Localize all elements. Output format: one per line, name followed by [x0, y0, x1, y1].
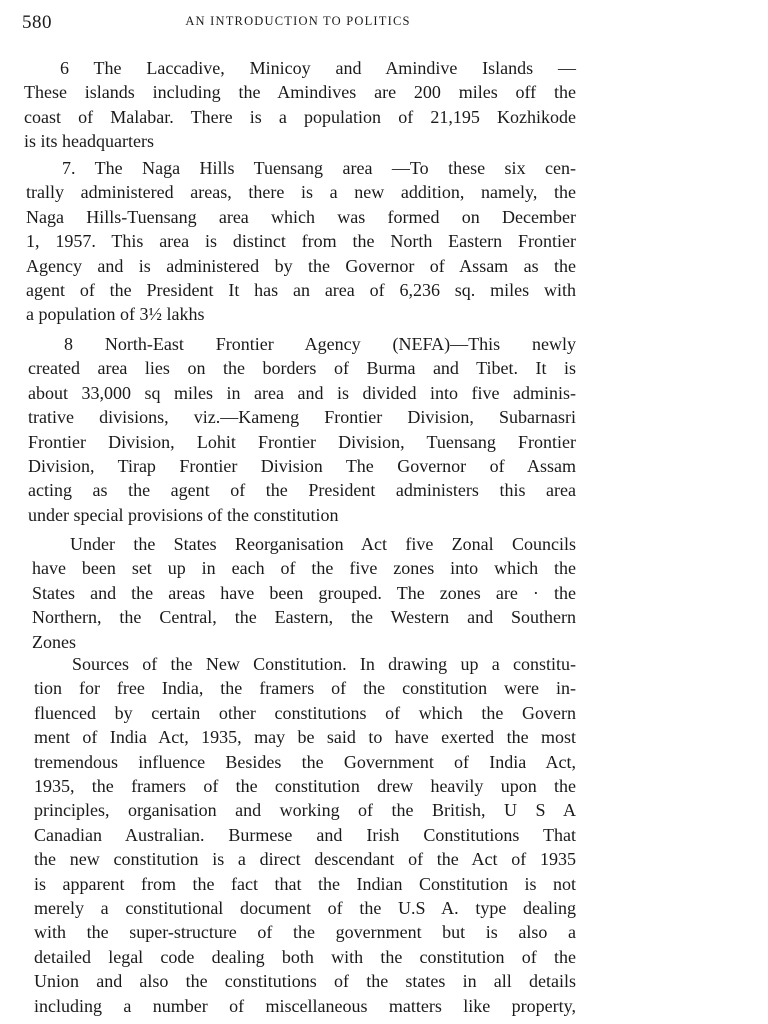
text-line: Frontier Division, Lohit Frontier Division, Tuensang Frontier: [28, 431, 576, 452]
paragraph-sources: [34, 652, 576, 1018]
paragraph-zonal-councils: [32, 532, 576, 654]
text-line: fluenced by certain other constitutions of which the Govern: [34, 702, 576, 723]
text-line: is apparent from the fact that the Indian Constitution is not: [34, 873, 576, 894]
text-line: Naga Hills-Tuensang area which was formed on December: [26, 206, 576, 227]
text-line: 1935, the framers of the constitution drew heavily upon the: [34, 776, 576, 797]
text-line: a population of 3½ lakhs: [26, 304, 205, 325]
text-line: These islands including the Amindives are 200 miles off the: [24, 82, 576, 103]
text-line: Under the States Reorganisation Act five Zonal Councils: [70, 534, 576, 554]
text-line: acting as the agent of the President administers this area: [28, 480, 576, 501]
text-line: 7. The Naga Hills Tuensang area —To these six cen-: [62, 158, 576, 178]
text-line: merely a constitutional document of the U.S A. type dealing: [34, 898, 576, 919]
text-line: agent of the President It has an area of 6,236 sq. miles with: [26, 280, 576, 301]
text-line: including a number of miscellaneous matters like property,: [34, 995, 576, 1016]
text-line: States and the areas have been grouped. The zones are · the: [32, 582, 576, 603]
text-line: have been set up in each of the five zones into which the: [32, 558, 576, 579]
text-line: Union and also the constitutions of the states in all details: [34, 971, 576, 992]
text-line: about 33,000 sq miles in area and is divided into five adminis-: [28, 382, 576, 403]
text-line: tion for free India, the framers of the constitution were in-: [34, 678, 576, 699]
text-line: with the super-structure of the government but is also a: [34, 922, 576, 943]
text-line: Northern, the Central, the Eastern, the Western and Southern: [32, 607, 576, 628]
text-line: Division, Tirap Frontier Division The Governor of Assam: [28, 456, 576, 477]
text-line: Zones: [32, 631, 76, 652]
text-line: Sources of the New Constitution. In drawing up a constitu-: [72, 654, 576, 674]
text-line: trally administered areas, there is a new addition, namely, the: [26, 182, 576, 203]
text-line: created area lies on the borders of Burma and Tibet. It is: [28, 358, 576, 379]
text-line: Agency and is administered by the Governor of Assam as the: [26, 255, 576, 276]
text-line: coast of Malabar. There is a population of 21,195 Kozhikode: [24, 106, 576, 127]
text-line: the new constitution is a direct descendant of the Act of 1935: [34, 849, 576, 870]
text-line: tremendous influence Besides the Government of India Act,: [34, 751, 576, 772]
text-line: ment of India Act, 1935, may be said to have exerted the most: [34, 727, 576, 748]
paragraph-nefa: [28, 332, 576, 527]
paragraph-laccadive: [24, 56, 576, 154]
paragraph-naga-hills: [26, 156, 576, 327]
text-line: detailed legal code dealing both with the constitution of the: [34, 946, 576, 967]
text-line: principles, organisation and working of the British, U S A: [34, 800, 576, 821]
page-number: 580: [22, 12, 52, 33]
text-line: is its headquarters: [24, 131, 154, 152]
text-line: 8 North-East Frontier Agency (NEFA)—This newly: [64, 334, 576, 354]
text-line: Canadian Australian. Burmese and Irish Constitutions That: [34, 824, 576, 845]
text-line: 1, 1957. This area is distinct from the North Eastern Frontier: [26, 231, 576, 252]
running-head: AN INTRODUCTION TO POLITICS: [185, 14, 411, 28]
text-line: 6 The Laccadive, Minicoy and Amindive Islands —: [60, 58, 576, 78]
text-line: under special provisions of the constitution: [28, 504, 339, 525]
text-line: trative divisions, viz.—Kameng Frontier Division, Subarnasri: [28, 407, 576, 428]
